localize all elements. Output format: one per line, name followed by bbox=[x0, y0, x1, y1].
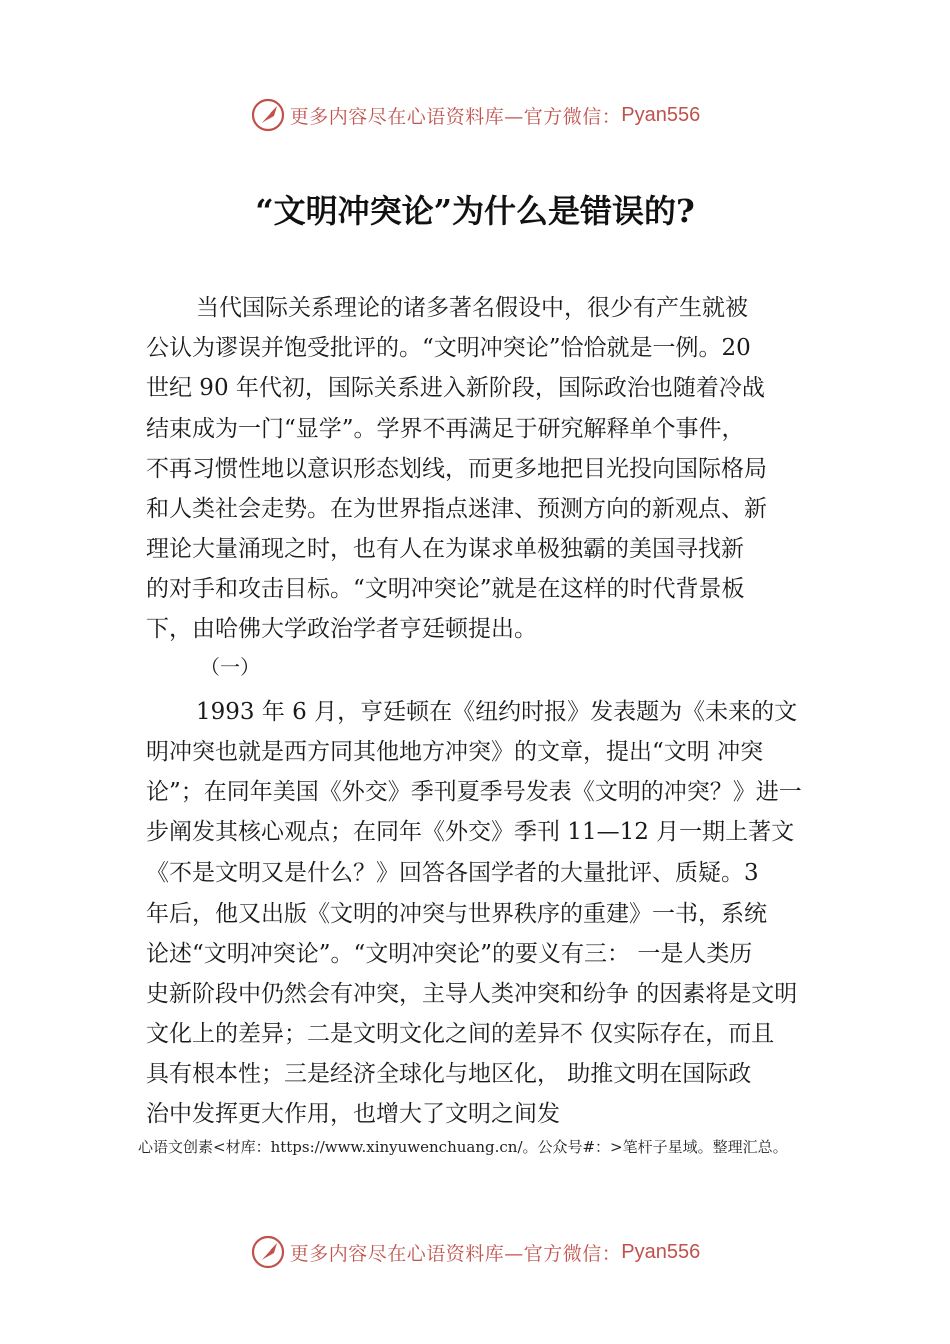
banner-text: 更多内容尽在心语资料库—官方微信： bbox=[289, 1242, 622, 1265]
body-line: 的对手和攻击目标。“文明冲突论”就是在这样的时代背景板 bbox=[146, 576, 745, 602]
quill-logo-icon bbox=[250, 1234, 286, 1270]
body-line: 明冲突也就是西方同其他地方冲突》的文章，提出“文明 冲突 bbox=[146, 739, 764, 765]
quill-logo-icon bbox=[250, 97, 286, 133]
body-line: 世纪 90 年代初，国际关系进入新阶段，国际政治也随着冷战 bbox=[146, 375, 765, 401]
footer-banner bbox=[0, 1232, 950, 1272]
header-banner bbox=[0, 95, 950, 135]
body-line: 当代国际关系理论的诸多著名假设中，很少有产生就被 bbox=[196, 295, 748, 321]
body-line: 文化上的差异；二是文明文化之间的差异不 仅实际存在，而且 bbox=[146, 1021, 775, 1047]
body-line: 论述“文明冲突论”。“文明冲突论”的要义有三： 一是人类历 bbox=[146, 941, 753, 967]
body-line: 《不是文明又是什么？》回答各国学者的大量批评、质疑。3 bbox=[146, 860, 759, 886]
body-line: 不再习惯性地以意识形态划线，而更多地把目光投向国际格局 bbox=[146, 456, 767, 482]
body-line: 治中发挥更大作用，也增大了文明之间发 bbox=[146, 1101, 560, 1127]
body-line: 论”；在同年美国《外交》季刊夏季号发表《文明的冲突？》进一 bbox=[146, 779, 802, 805]
banner-wechat-id: Pyan556 bbox=[621, 1240, 701, 1263]
body-line: 和人类社会走势。在为世界指点迷津、预测方向的新观点、新 bbox=[146, 496, 767, 522]
body-line: 年后，他又出版《文明的冲突与世界秩序的重建》一书，系统 bbox=[146, 901, 767, 927]
article-title: “文明冲突论”为什么是错误的? bbox=[255, 192, 695, 230]
body-line: 史新阶段中仍然会有冲突，主导人类冲突和纷争 的因素将是文明 bbox=[146, 981, 798, 1007]
body-line: 理论大量涌现之时，也有人在为谋求单极独霸的美国寻找新 bbox=[146, 536, 744, 562]
body-line: 下，由哈佛大学政治学者亨廷顿提出。 bbox=[146, 616, 537, 642]
banner-wechat-id: Pyan556 bbox=[621, 103, 701, 126]
section-heading: （一） bbox=[200, 655, 260, 679]
banner-text: 更多内容尽在心语资料库—官方微信： bbox=[289, 105, 622, 128]
body-line: 公认为谬误并饱受批评的。“文明冲突论”恰恰就是一例。20 bbox=[146, 335, 751, 361]
body-line: 1993 年 6 月，亨廷顿在《纽约时报》发表题为《未来的文 bbox=[196, 699, 798, 725]
body-line: 步阐发其核心观点；在同年《外交》季刊 11—12 月一期上著文 bbox=[146, 819, 795, 845]
source-note: 心语文创素<材库：https://www.xinyuwenchuang.cn/。公众号#：>笔杆子星域。整理汇总。 bbox=[138, 1138, 788, 1156]
body-line: 具有根本性；三是经济全球化与地区化， 助推文明在国际政 bbox=[146, 1061, 752, 1087]
body-line: 结束成为一门“显学”。学界不再满足于研究解释单个事件， bbox=[146, 416, 745, 442]
